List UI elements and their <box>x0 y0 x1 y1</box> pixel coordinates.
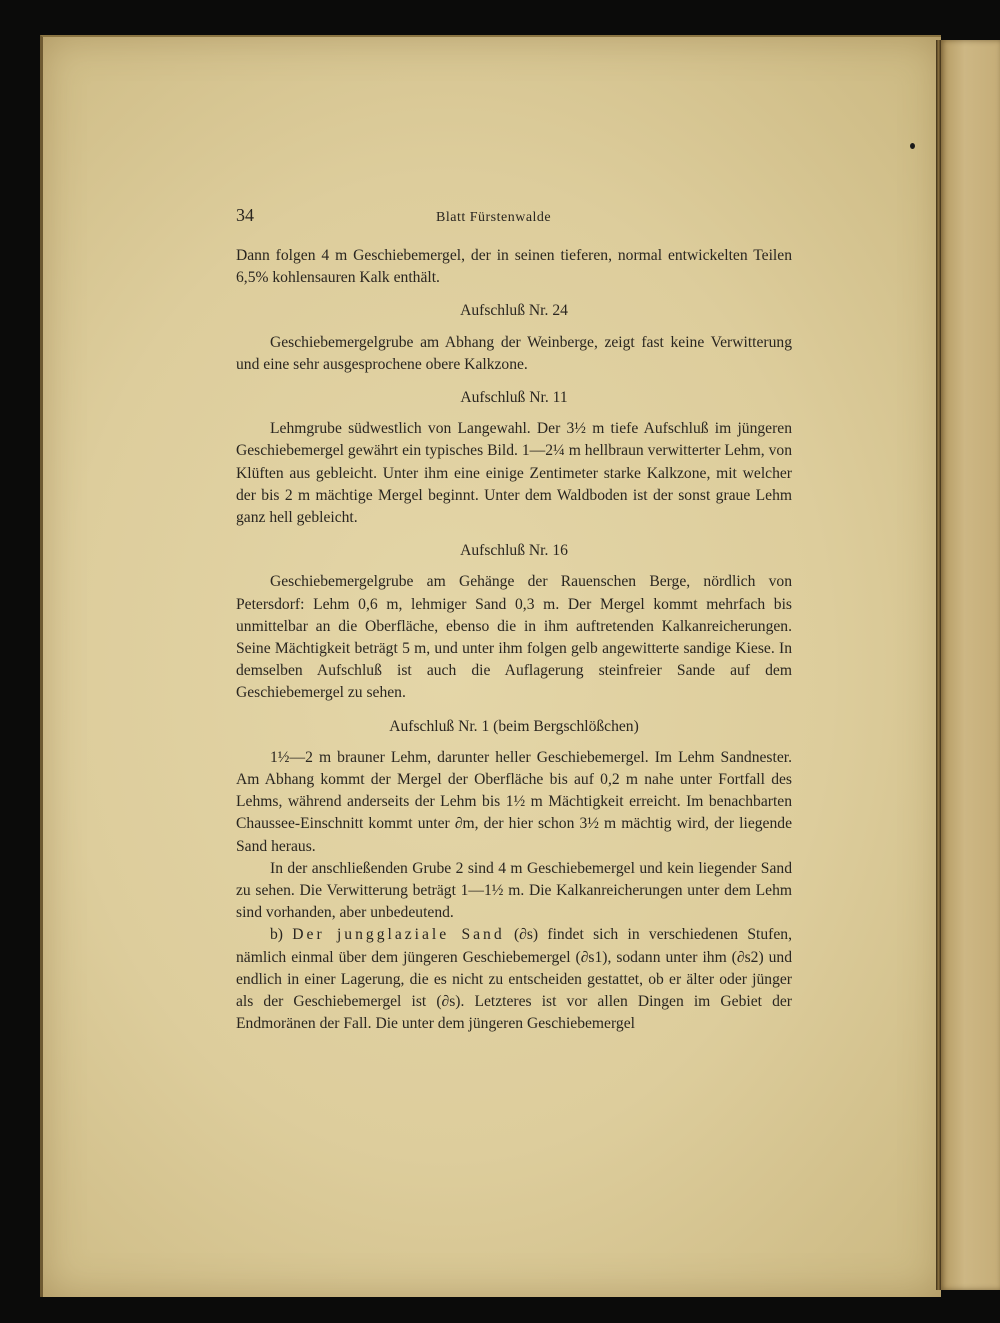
intro-paragraph: Dann folgen 4 m Geschiebemergel, der in seinen tieferen, normal entwickelten Teilen 6,5% kohlensauren Kalk enthält. <box>236 247 792 287</box>
section-paragraph: In der anschließenden Grube 2 sind 4 m Geschiebemergel und kein liegender Sand zu sehen. Die Verwitterung beträgt 1—1½ m. Die Kalkanreicherungen unter dem Lehm sind vorhanden, aber unbedeutend. <box>236 859 792 922</box>
section-paragraph: 1½—2 m brauner Lehm, darunter heller Geschiebemergel. Im Lehm Sandnester. Am Abhang kommt der Mergel der Oberfläche bis auf 0,2 m nahe unter Fortfall des Lehms, während anderseits der Lehm bis 1½ m Mächtigkeit erreicht. Im benachbarten Chaussee-Einschnitt kommt unter ∂m, der hier schon 3½ m mächtig wird, der liegende Sand heraus. <box>236 748 792 855</box>
ink-spot <box>910 143 915 149</box>
section-paragraph: Geschiebemergelgrube am Abhang der Weinberge, zeigt fast keine Verwitterung und eine sehr ausgesprochene obere Kalkzone. <box>236 333 792 373</box>
section-heading: Aufschluß Nr. 1 (beim Bergschlößchen) <box>389 717 639 735</box>
page-header <box>236 204 792 228</box>
page-number: 34 <box>236 205 254 225</box>
section-paragraph: Lehmgrube südwestlich von Langewahl. Der 3½ m tiefe Aufschluß im jüngeren Geschiebemergel gewährt ein typisches Bild. 1—2¼ m hellbraun verwitterter Lehm, von Klüften aus gebleicht. Unter ihm eine einige Zentimeter starke Kalkzone, mit welcher der bis 2 m mächtige Mergel beginnt. Unter dem Waldboden ist der sonst graue Lehm ganz hell gebleicht. <box>236 420 792 527</box>
closing-paragraph <box>236 924 792 1035</box>
closing-label: b) <box>270 926 283 944</box>
section-heading: Aufschluß Nr. 16 <box>460 542 568 560</box>
closing-text: (∂s) findet sich in verschiedenen Stufen, nämlich einmal über dem jüngeren Geschiebemergel (∂s1), sodann unter ihm (∂s2) und endlich in einer Lagerung, die es nicht zu entscheiden gestattet, ob er älter oder jünger als der Geschiebemergel ist (∂s). Letzteres ist vor allen Dingen im Gebiet der Endmoränen der Fall. Die unter dem jüngeren Geschiebemergel <box>236 926 792 1033</box>
section-heading: Aufschluß Nr. 24 <box>460 302 568 320</box>
section-heading: Aufschluß Nr. 11 <box>460 389 568 407</box>
adjacent-page-edge <box>941 40 1000 1290</box>
running-title: Blatt Fürstenwalde <box>436 210 552 225</box>
page-text <box>236 204 792 1036</box>
section-paragraph: Geschiebemergelgrube am Gehänge der Rauenschen Berge, nördlich von Petersdorf: Lehm 0,6 m, lehmiger Sand 0,3 m. Der Mergel kommt mehrfach bis unmittelbar an die Oberfläche, ebenso die in ihm auftretenden Kalkanreicherungen. Seine Mächtigkeit beträgt 5 m, und unter ihm folgen gelb angewitterte sandige Kiese. In demselben Aufschluß ist auch die Auflagerung steinfreier Sande auf dem Geschiebemergel zu sehen. <box>236 573 792 702</box>
closing-term: Der jungglaziale Sand <box>292 926 505 944</box>
